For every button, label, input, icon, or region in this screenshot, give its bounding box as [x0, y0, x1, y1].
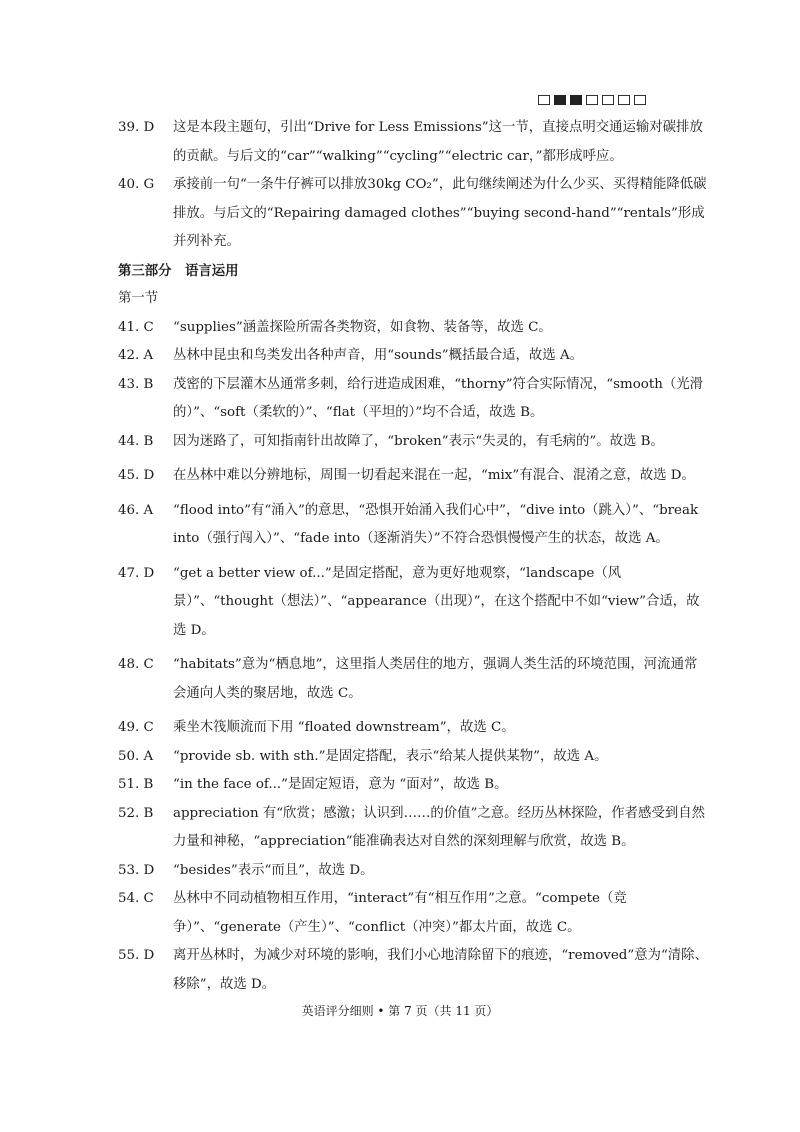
answer-item: [118, 743, 708, 772]
explanation-text: “habitats”意为“栖息地”，这里指人类居住的地方，强调人类生活的环境范围，河流通常会通向人类的聚居地，故选 C。: [173, 657, 698, 701]
explanation-text: “get a better view of...”是固定搭配，意为更好地观察，“landscape（风景）”、“thought（想法）”、“appearance（出现）”，在这个搭配中不如“view”合适，故选 D。: [173, 565, 700, 638]
question-answer: 50. A: [118, 748, 154, 764]
question-answer: 41. C: [118, 319, 154, 335]
answer-item: [118, 497, 708, 554]
explanation-text: “flood into”有“涌入”的意思，“恐惧开始涌入我们心中”，“dive into（跳入）”、“break into（强行闯入）”、“fade into（逐渐消失）”不符合恐惧慢慢产生的状态，故选 A。: [173, 502, 699, 546]
explanation-text: “in the face of...”是固定短语，意为 “面对”，故选 B。: [173, 777, 508, 792]
question-answer: 48. C: [118, 657, 154, 672]
explanation-text: 离开丛林时，为减少对环境的影响，我们小心地清除留下的痕迹，“removed”意为“清除、移除”，故选 D。: [173, 948, 708, 992]
progress-box: [570, 95, 582, 105]
explanation-text: 在丛林中难以分辨地标，周围一切看起来混在一起，“mix”有混合、混淆之意，故选 D。: [173, 468, 695, 483]
question-answer: 51. B: [118, 777, 154, 792]
question-answer: 39. D: [118, 120, 155, 135]
question-answer: 43. B: [118, 376, 154, 392]
question-answer: 46. A: [118, 502, 154, 518]
question-answer: 49. C: [118, 720, 154, 735]
answer-item: [118, 462, 708, 491]
explanation-text: “supplies”涵盖探险所需各类物资，如食物、装备等，故选 C。: [173, 319, 552, 335]
progress-box: [554, 95, 566, 105]
answer-item: [118, 171, 708, 257]
answer-explanations: [118, 114, 708, 999]
answer-item: [118, 651, 708, 708]
question-answer: 53. D: [118, 862, 155, 878]
answer-item: [118, 771, 708, 800]
explanation-text: 因为迷路了，可知指南针出故障了，“broken”表示“失灵的，有毛病的”。故选 B。: [173, 433, 664, 449]
explanation-text: “provide sb. with sth.”是固定搭配，表示“给某人提供某物”，故选 A。: [173, 748, 608, 764]
question-answer: 42. A: [118, 348, 154, 363]
answer-item: [118, 942, 708, 999]
question-answer: 52. B: [118, 805, 154, 821]
answer-item: [118, 800, 708, 857]
progress-box: [618, 95, 630, 105]
explanation-text: 茂密的下层灌木丛通常多刺，给行进造成困难，“thorny”符合实际情况，“smooth（光滑的）”、“soft（柔软的）”、“flat（平坦的）”均不合适，故选 B。: [173, 376, 703, 420]
question-answer: 40. G: [118, 177, 155, 192]
section-title: 第三部分 语言运用: [118, 262, 239, 279]
question-answer: 44. B: [118, 433, 154, 449]
explanation-text: 丛林中不同动植物相互作用，“interact”有“相互作用”之意。“compete（竞争）”、“generate（产生）”、“conflict（冲突）”都太片面，故选 C。: [173, 891, 627, 935]
answer-item: [118, 371, 708, 428]
answer-item: [118, 314, 708, 343]
answer-item: [118, 560, 708, 646]
explanation-text: 这是本段主题句，引出“Drive for Less Emissions”这一节，直接点明交通运输对碳排放的贡献。与后文的“car”“walking”“cycling”“electric car，”都形成呼应。: [173, 120, 703, 164]
subsection-title: 第一节: [118, 291, 159, 306]
answer-item: [118, 428, 708, 457]
question-answer: 54. C: [118, 891, 154, 906]
answer-item: [118, 885, 708, 942]
explanation-text: 乘坐木筏顺流而下用 “floated downstream”，故选 C。: [173, 720, 515, 735]
progress-box: [602, 95, 614, 105]
answer-item: [118, 114, 708, 171]
question-answer: 55. D: [118, 948, 155, 963]
explanation-text: 承接前一句“一条牛仔裤可以排放30kg CO₂”，此句继续阐述为什么少买、买得精能降低碳排放。与后文的“Repairing damaged clothes”“buying second-hand”“rentals”形成并列补充。: [173, 177, 707, 249]
progress-box: [538, 95, 550, 105]
question-answer: 45. D: [118, 468, 155, 483]
progress-box: [634, 95, 646, 105]
progress-box: [586, 95, 598, 105]
answer-item: [118, 342, 708, 371]
question-answer: 47. D: [118, 565, 155, 581]
answer-item: [118, 714, 708, 743]
explanation-text: 丛林中昆虫和鸟类发出各种声音，用“sounds”概括最合适，故选 A。: [173, 348, 584, 363]
answer-item: [118, 857, 708, 886]
explanation-text: “besides”表示“而且”，故选 D。: [173, 862, 374, 878]
explanation-text: appreciation 有“欣赏；感激；认识到……的价值”之意。经历丛林探险，作者感受到自然力量和神秘，“appreciation”能准确表达对自然的深刻理解与欣赏，故选 B。: [173, 805, 706, 849]
page-progress-indicator: [538, 95, 646, 105]
page-footer: 英语评分细则 • 第 7 页（共 11 页）: [301, 1004, 499, 1018]
